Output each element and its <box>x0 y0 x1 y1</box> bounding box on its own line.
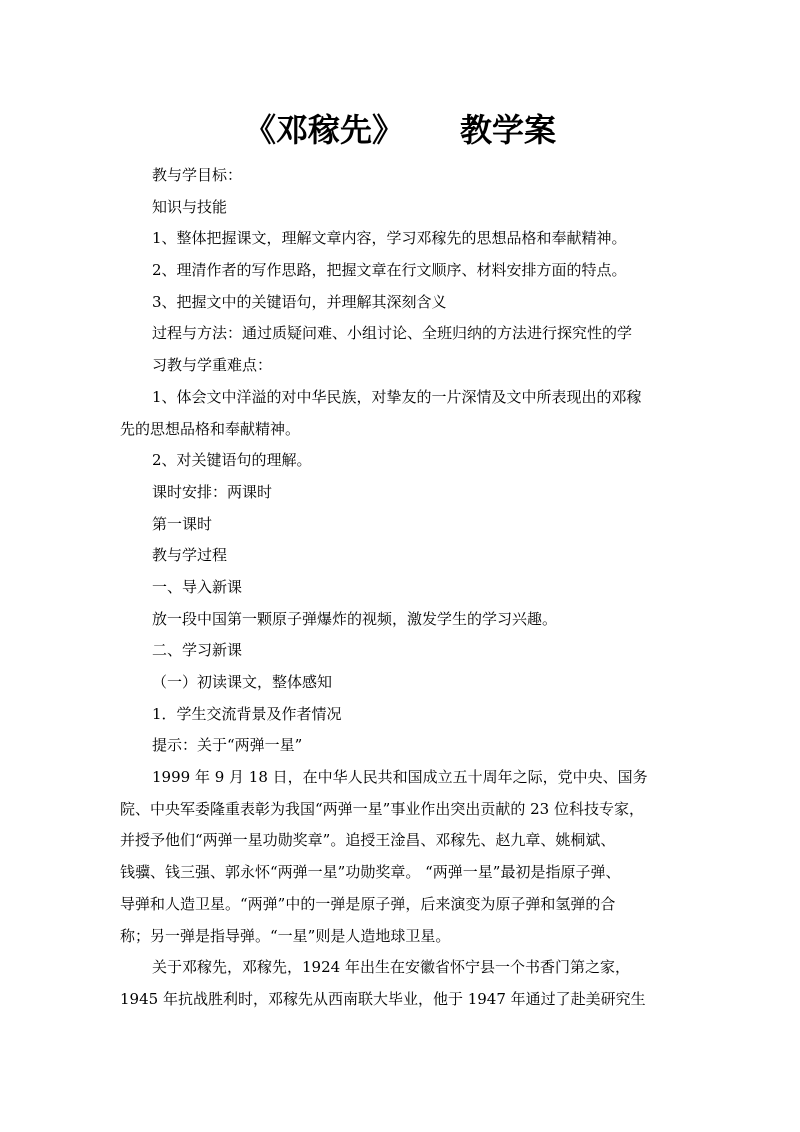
author-paragraph-line-1: 关于邓稼先，邓稼先，1924 年出生在安徽省怀宁县一个书香门第之家， <box>152 958 630 977</box>
document-body <box>120 160 686 1016</box>
objective-item-1: 1、整体把握课文，理解文章内容，学习邓稼先的思想品格和奉献精神。 <box>152 229 627 248</box>
background-paragraph-line-3: 并授予他们“两弹一星功勋奖章”。追授王淦昌、邓稼先、赵九章、姚桐斌、 <box>120 831 616 850</box>
first-lesson-heading: 第一课时 <box>152 514 213 533</box>
background-paragraph-line-6: 称；另一弹是指导弹。“一星”则是人造地球卫星。 <box>120 926 451 945</box>
intro-paragraph: 放一段中国第一颗原子弹爆炸的视频，激发学生的学习兴趣。 <box>152 609 558 628</box>
background-paragraph-line-5: 导弹和人造卫星。“两弹”中的一弹是原子弹，后来演变为原子弹和氢弹的合 <box>120 894 616 913</box>
objective-item-2: 2、理清作者的写作思路，把握文章在行文顺序、材料安排方面的特点。 <box>152 261 627 280</box>
difficulty-item-1-line-1: 1、体会文中洋溢的对中华民族，对挚友的一片深情及文中所表现出的邓稼 <box>152 387 642 406</box>
subsection-first-reading: （一）初读课文，整体感知 <box>152 673 333 691</box>
section-new-lesson-heading: 二、学习新课 <box>152 641 243 660</box>
background-paragraph-line-1: 1999 年 9 月 18 日，在中华人民共和国成立五十周年之际，党中央、国务 <box>152 768 648 787</box>
difficulty-item-1-line-2: 先的思想品格和奉献精神。 <box>120 419 301 438</box>
objective-item-3: 3、把握文中的关键语句，并理解其深刻含义 <box>152 292 447 311</box>
schedule-line: 课时安排：两课时 <box>152 482 273 501</box>
hint-line: 提示：关于“两弹一星” <box>152 736 303 755</box>
section-intro-heading: 一、导入新课 <box>152 577 243 596</box>
background-paragraph-line-2: 院、中央军委隆重表彰为我国“两弹一星”事业作出突出贡献的 23 位科技专家， <box>120 799 644 818</box>
process-methods-line-2: 习教与学重难点： <box>152 356 273 375</box>
title-sub: 教学案 <box>460 111 557 149</box>
title-main: 《邓稼先》 <box>243 111 404 149</box>
page-title <box>0 104 800 156</box>
process-heading: 教与学过程 <box>152 546 228 565</box>
heading-objectives: 教与学目标： <box>152 166 243 184</box>
author-paragraph-line-2: 1945 年抗战胜利时，邓稼先从西南联大毕业，他于 1947 年通过了赴美研究生 <box>120 989 646 1008</box>
step-1-line: 1．学生交流背景及作者情况 <box>152 704 342 723</box>
difficulty-item-2: 2、对关键语句的理解。 <box>152 451 312 470</box>
process-methods-line-1: 过程与方法：通过质疑问难、小组讨论、全班归纳的方法进行探究性的学 <box>152 324 633 343</box>
background-paragraph-line-4: 钱骥、钱三强、郭永怀“两弹一星”功勋奖章。 “两弹一星”最初是指原子弹、 <box>120 863 621 882</box>
heading-knowledge-skills: 知识与技能 <box>152 197 228 216</box>
